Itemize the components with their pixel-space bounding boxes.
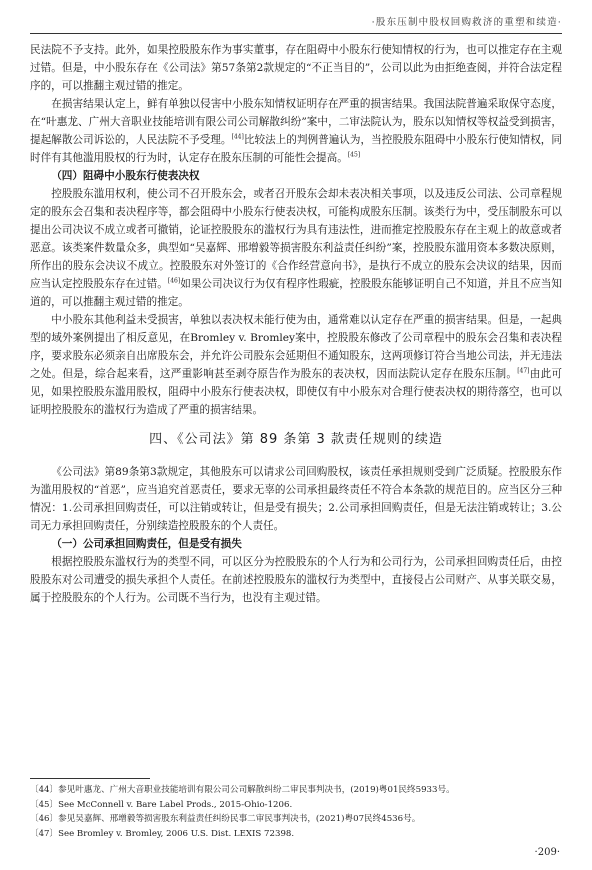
footnote-ref-46[interactable]: [46] [167,277,181,285]
header-rule [30,33,562,34]
subheading-1: （一）公司承担回购责任，但是受有损失 [51,538,242,550]
running-header: ·股东压制中股权回购救济的重塑和续造· [371,17,562,28]
paragraph-4 [30,311,562,419]
footnote-47: 〔47〕See Bromley v. Bromley, 2006 U.S. Dist. LEXIS 72398. [30,828,295,839]
paragraph-3-part-b: 如果公司决议行为仅有程序性瑕疵，控股股东能够证明自己不知道，并且不应当知道的，可以推翻主观过错的推定。 [30,278,562,308]
paragraph-2-part-b: 比较法上的判例普遍认为，当控股股东阻碍中小股东行使知情权，同时伴有其他滥用股权的行为时，认定存在股东压制的可能性会提高。 [30,134,563,164]
page-number: ·209· [534,847,560,858]
footnote-rule [30,778,150,779]
paragraph-4-part-b: 由此可见，如果控股股东滥用股权，阻碍中小股东行使表决权，即使仅有中小股东对合理行使表决权的期待落空，也可以证明控股股东的滥权行为造成了严重的损害结果。 [30,368,563,416]
footnote-46: 〔46〕参见吴嘉辉、邢增毅等损害股东利益责任纠纷民事二审民事判决书，(2021)粤07民终4536号。 [30,814,421,824]
subheading-4: （四）阻碍中小股东行使表决权 [51,170,200,182]
paragraph-4-part-a: 中小股东其他利益未受损害，单独以表决权未能行使为由，通常难以认定存在严重的损害结果。但是，一起典型的域外案例提出了相反意见，在Bromley v. Bromley案中，控股股东修改了公司章程中的股东会召集和表决程序，要求股东必须亲自出席股东会，并允许公司股东会延期但不通知股东，这两项修订符合当地公司法，并无违法之处。但是，综合起来看，这严重影响甚至剥夺原告作为股东的表决权，因而法院认定存在股东压制。 [30,314,562,380]
paragraph-3 [30,185,562,311]
paragraph-2-part-a: 在损害结果认定上，鲜有单独以侵害中小股东知情权证明存在严重的损害结果。我国法院普遍采取保守态度，在“叶惠龙、广州大音职业技能培训有限公司公司解散纠纷”案中，二审法院认为，股东以知情权等权益受到损害，提起解散公司诉讼的，人民法院不予受理。 [30,98,562,146]
footnote-ref-44[interactable]: [44] [231,133,244,141]
footnote-44: 〔44〕参见叶惠龙、广州大音职业技能培训有限公司公司解散纠纷二审民事判决书，(2019)粤01民终5933号。 [30,785,455,795]
paragraph-2 [30,95,562,167]
paragraph-5: 《公司法》第89条第3款规定，其他股东可以请求公司回购股权，该责任承担规则受到广泛质疑。控股股东作为滥用股权的“首恶”，应当追究首恶责任，要求无辜的公司承担最终责任不符合本条款的规范目的。应当区分三种情况：1.公司承担回购责任，可以注销或转让，但是受有损失；2.公司承担回购责任，但是无法注销或转让；3.公司无力承担回购责任，分别续造控股股东的个人责任。 [30,466,562,532]
paragraph-1: 民法院不予支持。此外，如果控股股东作为事实董事，存在阻碍中小股东行使知情权的行为，也可以推定存在主观过错。但是，中小股东存在《公司法》第57条第2款规定的“不正当目的”，公司以此为由拒绝查阅，并符合法定程序的，可以推翻主观过错的推定。 [30,44,562,92]
footnote-45: 〔45〕See McConnell v. Bare Label Prods., 2015-Ohio-1206. [30,799,293,810]
footnote-ref-47[interactable]: [47] [517,367,530,375]
paragraph-6: 根据控股股东滥权行为的类型不同，可以区分为控股股东的个人行为和公司行为，公司承担回购责任后，由控股股东对公司遭受的损失承担个人责任。在前述控股股东的滥权行为类型中，直接侵占公司财产、从事关联交易，属于控股股东的个人行为。公司既不当行为，也没有主观过错。 [30,556,562,604]
footnotes [30,783,562,841]
article-body [30,41,562,607]
footnote-ref-45[interactable]: [45] [347,151,361,159]
paragraph-3-part-a: 控股股东滥用权利，使公司不召开股东会，或者召开股东会却未表决相关事项，以及违反公司法、公司章程规定的股东会召集和表决程序等，都会阻碍中小股东行使表决权，可能构成股东压制。该类行为中，受压制股东可以提出公司决议不成立或者可撤销，论证控股股东的滥权行为具有违法性，进而推定控股股东存在主观上的故意或者恶意。该类案件数量众多，典型如“吴嘉辉、邢增毅等损害股东利益责任纠纷”案，控股股东滥用资本多数决原则，所作出的股东会决议不成立。控股股东对外签订的《合作经营意向书》，是执行不成立的股东会决议的结果，因而应当认定控股股东存在过错。 [30,188,562,290]
section-heading-4: 四、《公司法》第 89 条第 3 款责任规则的续造 [149,432,443,447]
